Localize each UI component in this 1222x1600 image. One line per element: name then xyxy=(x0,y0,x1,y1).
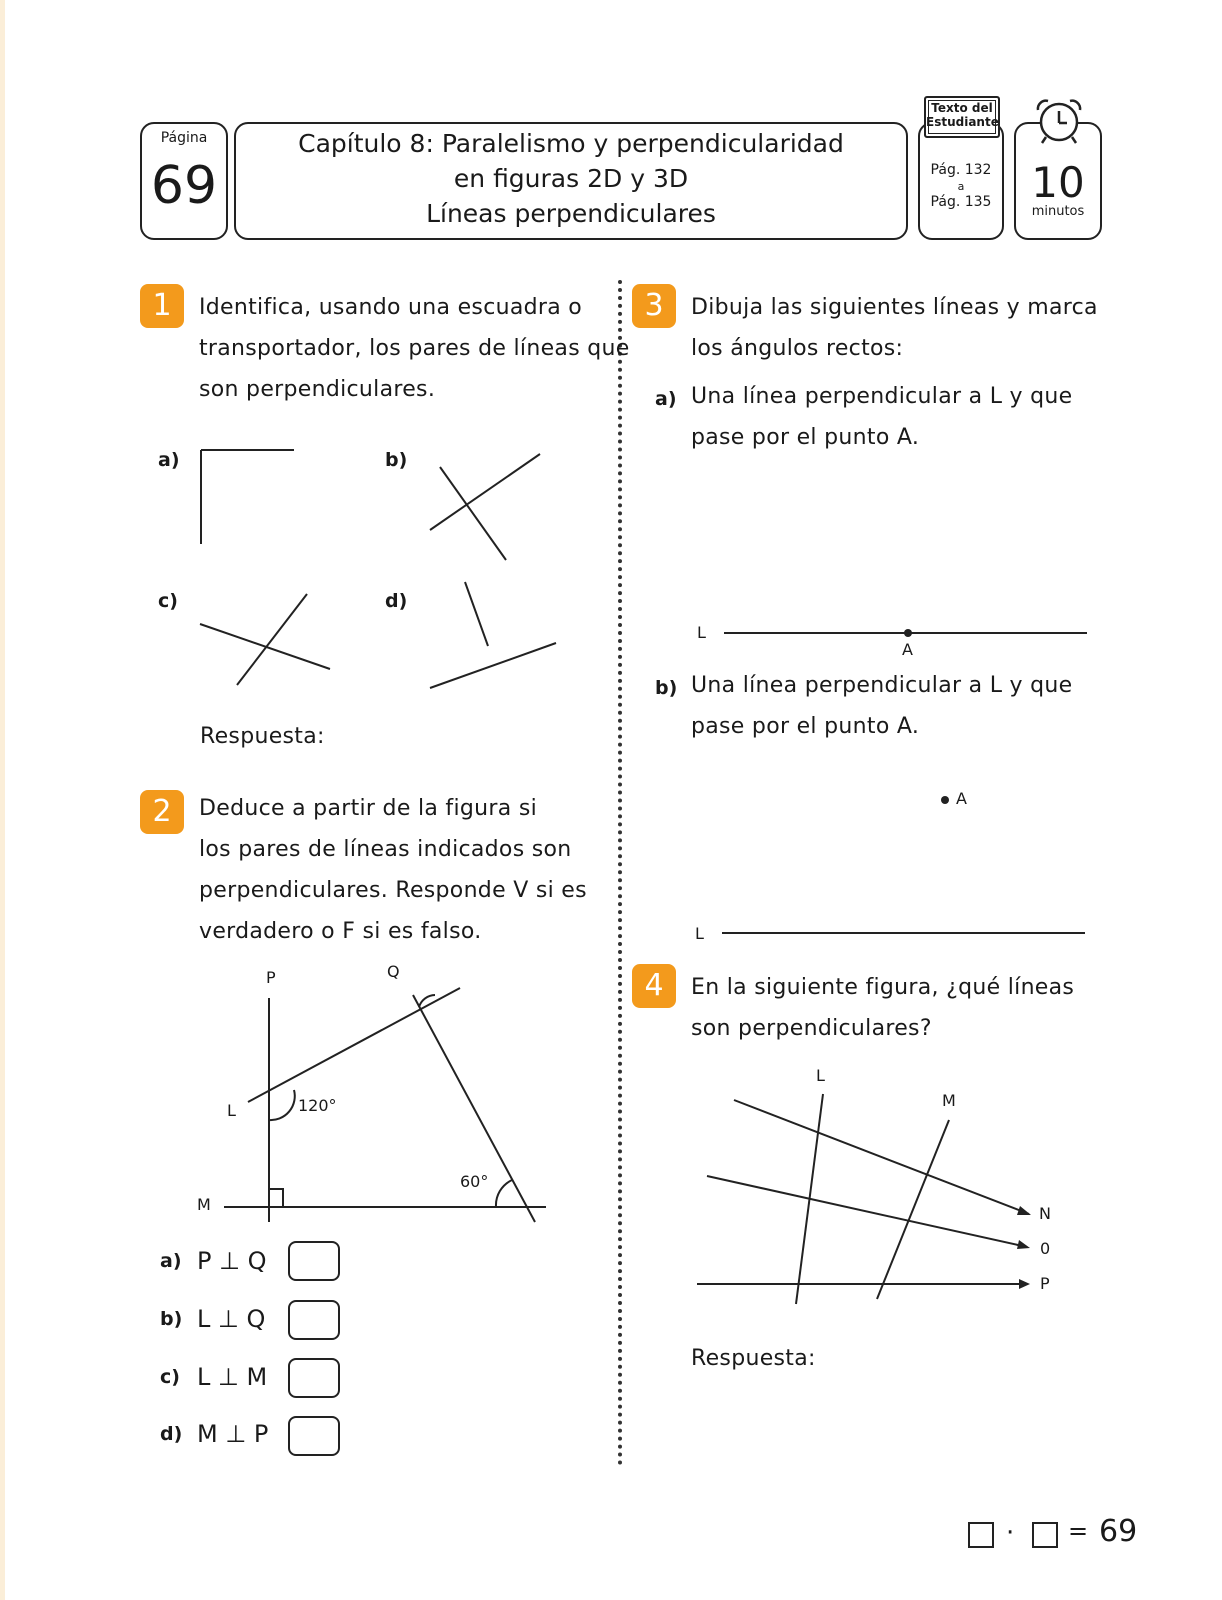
chapter-title-line1: Capítulo 8: Paralelismo y perpendicularidad xyxy=(298,129,844,158)
book-label-line2: Estudiante xyxy=(926,115,999,129)
question-1-answer-label: Respuesta: xyxy=(200,724,325,749)
footer-box-2 xyxy=(1032,1522,1058,1548)
q2-label-q: Q xyxy=(387,962,400,981)
book-label-line1: Texto del xyxy=(931,101,993,115)
q4-label-n: N xyxy=(1039,1204,1051,1223)
question-2-line3: perpendiculares. Responde V si es xyxy=(199,878,587,903)
q4-line-n-arrow xyxy=(1017,1206,1031,1215)
question-3-line1: Dibuja las siguientes líneas y marca xyxy=(691,295,1098,320)
footer-dot: · xyxy=(1006,1518,1015,1548)
question-4-line1: En la siguiente figura, ¿qué líneas xyxy=(691,975,1075,1000)
q4-line-n xyxy=(734,1100,1029,1214)
q3-a-label: a) xyxy=(655,388,677,410)
question-3-line2: los ángulos rectos: xyxy=(691,336,904,361)
q2-item-d-answer-box[interactable] xyxy=(288,1416,340,1456)
q3b-label-a: A xyxy=(956,789,967,808)
q3-a-line1: Una línea perpendicular a L y que xyxy=(691,384,1073,409)
pages-from: Pág. 132 xyxy=(930,162,992,178)
q4-label-o: 0 xyxy=(1040,1239,1051,1258)
q2-angle-60: 60° xyxy=(460,1172,489,1191)
question-2-line2: los pares de líneas indicados son xyxy=(199,837,572,862)
q3-b-line2: pase por el punto A. xyxy=(691,714,920,739)
q4-line-m xyxy=(877,1120,949,1299)
question-2-line1: Deduce a partir de la figura si xyxy=(199,796,537,821)
q3-a-line2: pase por el punto A. xyxy=(691,425,920,450)
q4-label-l: L xyxy=(816,1066,825,1085)
q3-b-line1: Una línea perpendicular a L y que xyxy=(691,673,1073,698)
q2-item-b-label: b) xyxy=(160,1308,183,1330)
q4-line-o-arrow xyxy=(1017,1240,1030,1249)
q4-label-m: M xyxy=(942,1091,956,1110)
question-2-line4: verdadero o F si es falso. xyxy=(199,919,482,944)
q2-label-p: P xyxy=(266,968,276,987)
q2-angle-120: 120° xyxy=(298,1096,337,1115)
q4-line-o xyxy=(707,1176,1027,1247)
q4-line-p-arrow xyxy=(1019,1279,1030,1289)
q2-item-b-relation: L ⊥ Q xyxy=(197,1305,266,1333)
pages-connector: a xyxy=(957,180,965,193)
q3a-label-l: L xyxy=(697,623,706,642)
q1-label-b: b) xyxy=(385,449,408,471)
q3a-label-a: A xyxy=(902,640,913,659)
time-unit: minutos xyxy=(1031,204,1085,219)
question-4-number: 4 xyxy=(632,964,676,1008)
question-4-answer-label: Respuesta: xyxy=(691,1346,816,1371)
question-1-line2: transportador, los pares de líneas que xyxy=(199,336,630,361)
footer-box-1 xyxy=(968,1522,994,1548)
question-1-line3: son perpendiculares. xyxy=(199,377,436,402)
question-3-number: 3 xyxy=(632,284,676,328)
question-1-line1: Identifica, usando una escuadra o xyxy=(199,295,583,320)
question-1-number: 1 xyxy=(140,284,184,328)
q2-label-l: L xyxy=(227,1101,236,1120)
q1-label-c: c) xyxy=(158,590,178,612)
pages-to: Pág. 135 xyxy=(930,194,992,210)
page-label: Página xyxy=(160,130,208,146)
q2-item-c-label: c) xyxy=(160,1366,180,1388)
q2-item-a-label: a) xyxy=(160,1250,182,1272)
q2-label-m: M xyxy=(197,1195,211,1214)
q2-item-c-answer-box[interactable] xyxy=(288,1358,340,1398)
q2-item-d-label: d) xyxy=(160,1423,183,1445)
chapter-title-line3: Líneas perpendiculares xyxy=(426,199,716,228)
q3b-label-l: L xyxy=(695,924,704,943)
time-value: 10 xyxy=(1031,158,1085,207)
q1-label-d: d) xyxy=(385,590,408,612)
q2-item-d-relation: M ⊥ P xyxy=(197,1420,269,1448)
question-4-line2: son perpendiculares? xyxy=(691,1016,932,1041)
page-number: 69 xyxy=(150,156,218,216)
q4-label-p: P xyxy=(1040,1274,1050,1293)
footer-equals: = xyxy=(1068,1517,1089,1545)
q2-item-c-relation: L ⊥ M xyxy=(197,1363,268,1391)
q3-b-label: b) xyxy=(655,677,678,699)
question-2-number: 2 xyxy=(140,790,184,834)
q2-item-a-relation: P ⊥ Q xyxy=(197,1247,267,1275)
footer-result: 69 xyxy=(1099,1514,1138,1549)
q1-label-a: a) xyxy=(158,449,180,471)
chapter-title-line2: en figuras 2D y 3D xyxy=(453,164,689,193)
